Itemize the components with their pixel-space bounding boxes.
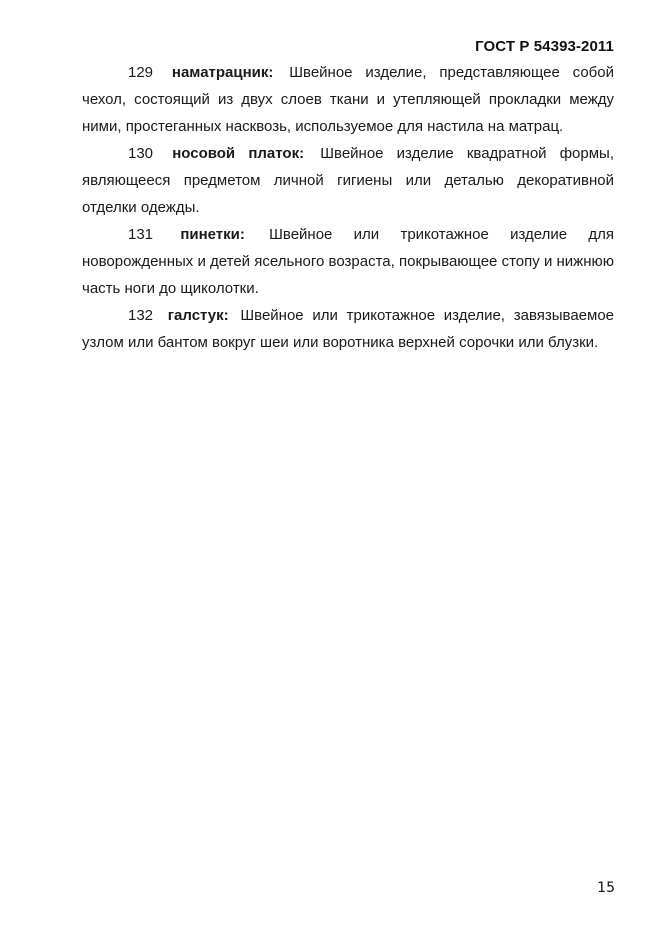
entry-definition: Швейное или трикотажное изделие для новорожденных и детей ясельного возраста, покрывающее стопу и нижнюю часть ноги до щиколотки. <box>82 226 614 297</box>
page-number: 15 <box>597 880 615 896</box>
entry-number: 129 <box>128 64 154 81</box>
term-entry-131 <box>82 221 614 302</box>
document-body <box>82 59 614 356</box>
entry-definition: Швейное изделие квадратной формы, являющееся предметом личной гигиены или деталью декоративной отделки одежды. <box>82 145 615 216</box>
term-entry-129 <box>82 59 614 140</box>
entry-term: галстук: <box>167 307 229 324</box>
term-entry-130 <box>82 140 614 221</box>
document-code-header: ГОСТ Р 54393-2011 <box>475 38 614 55</box>
entry-number: 130 <box>128 145 154 162</box>
entry-definition: Швейное или трикотажное изделие, завязываемое узлом или бантом вокруг шеи или воротника верхней сорочки или блузки. <box>82 307 615 351</box>
entry-term: пинетки: <box>180 226 245 243</box>
entry-definition: Швейное изделие, представляющее собой чехол, состоящий из двух слоев ткани и утепляющей прокладки между ними, простеганных насквозь, используемое для настила на матрац. <box>82 64 614 135</box>
entry-number: 131 <box>128 226 154 243</box>
entry-term: наматрацник: <box>171 64 274 81</box>
entry-number: 132 <box>128 307 154 324</box>
term-entry-132 <box>82 302 614 356</box>
entry-term: носовой платок: <box>172 145 305 162</box>
